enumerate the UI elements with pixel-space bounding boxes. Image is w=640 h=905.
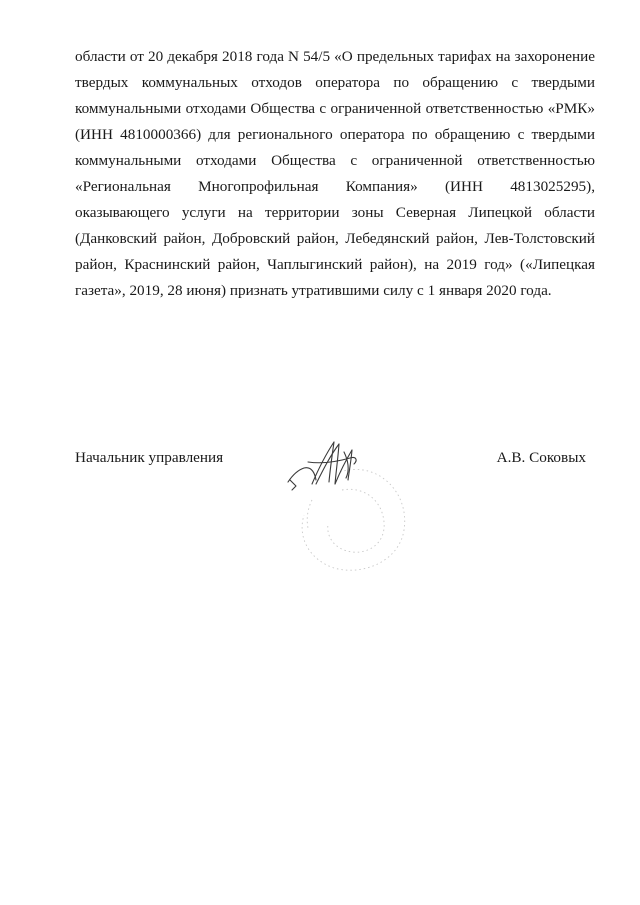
body-line: твердых коммунальных отходов оператора по обращению с твердыми: [75, 74, 595, 91]
signatory-name: А.В. Соковых: [496, 449, 586, 466]
body-line: коммунальными отходами Общества с ограниченной ответственностью «РМК»: [75, 100, 595, 117]
body-line: район, Краснинский район, Чаплыгинский район), на 2019 год» («Липецкая: [75, 256, 595, 273]
body-line: области от 20 декабря 2018 года N 54/5 «О предельных тарифах на захоронение: [75, 48, 595, 65]
signatory-position: Начальник управления: [75, 449, 224, 466]
body-line: оказывающего услуги на территории зоны Северная Липецкой области: [75, 204, 595, 221]
body-line: «Региональная Многопрофильная Компания» (ИНН 4813025295),: [75, 178, 595, 195]
stamp-impression: [302, 469, 405, 570]
body-line: (Данковский район, Добровский район, Лебедянский район, Лев-Толстовский: [75, 230, 595, 247]
document-body: [75, 44, 595, 304]
signature-block: [75, 449, 586, 473]
body-line: (ИНН 4810000366) для регионального оператора по обращению с твердыми: [75, 126, 595, 143]
body-line: газета», 2019, 28 июня) признать утратившими силу с 1 января 2020 года.: [75, 282, 552, 299]
body-line: коммунальными отходами Общества с ограниченной ответственностью: [75, 152, 595, 169]
